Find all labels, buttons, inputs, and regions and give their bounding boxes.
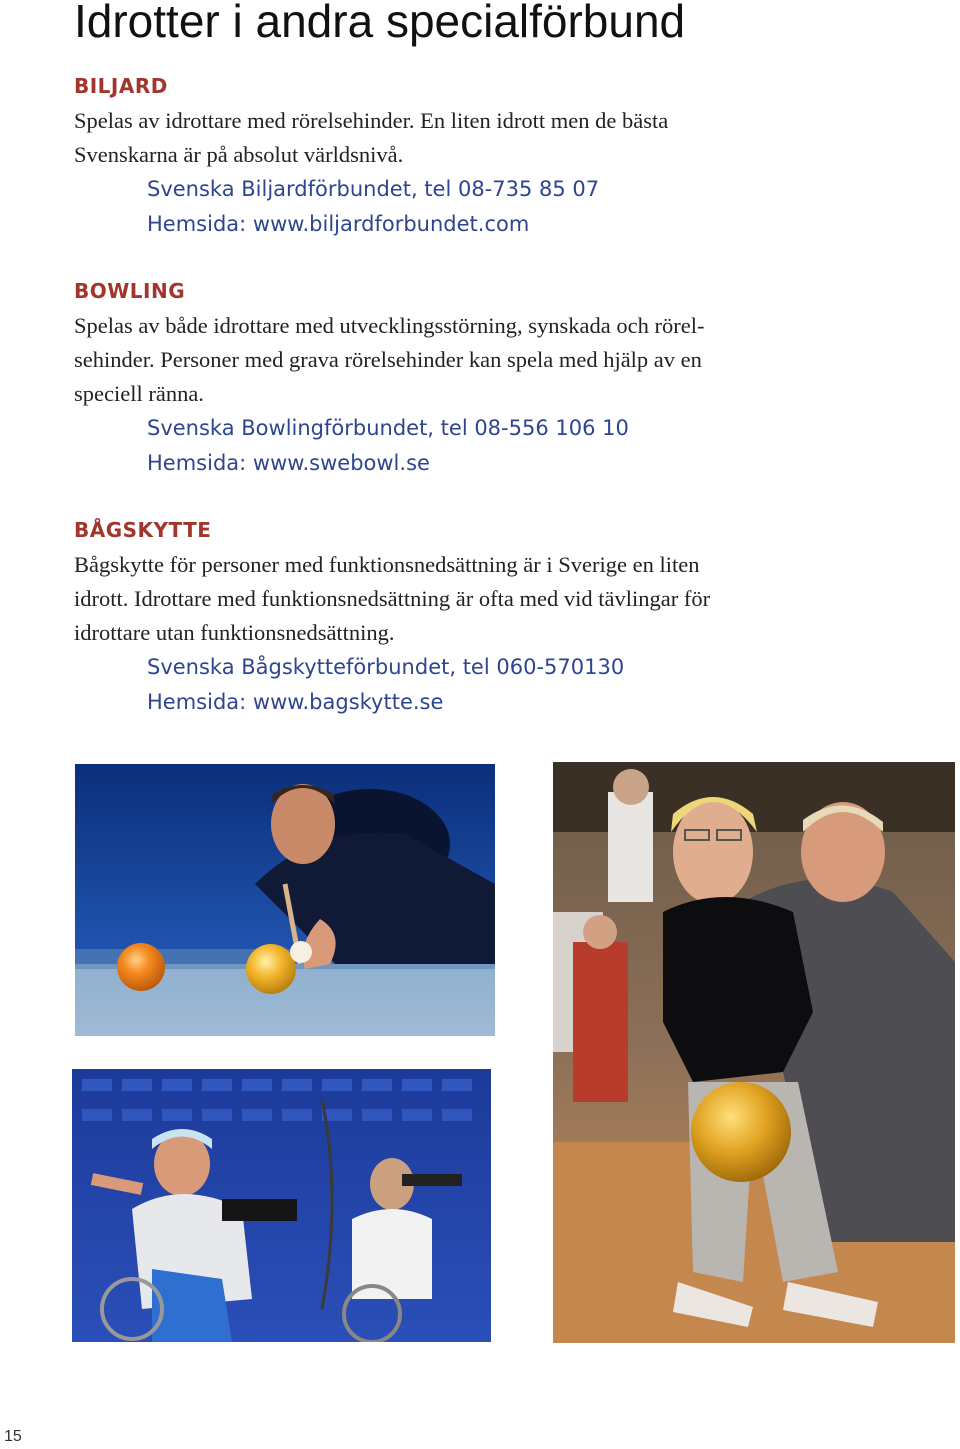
- contact-website[interactable]: Hemsida: www.bagskytte.se: [147, 690, 444, 714]
- orange-ball: [117, 943, 165, 991]
- section-heading: BÅGSKYTTE: [74, 518, 212, 542]
- bowling-illustration: [553, 762, 955, 1343]
- body-line: Bågskytte för personer med funktionsnedsättning är i Sverige en liten: [74, 552, 700, 577]
- body-line: Spelas av både idrottare med utvecklingsstörning, synskada och rörel-: [74, 313, 705, 338]
- archery-photo: [72, 1069, 491, 1342]
- section-bagskytte: [74, 516, 819, 720]
- page-title: Idrotter i andra specialförbund: [74, 0, 686, 47]
- archery-illustration: [72, 1069, 491, 1342]
- yellow-ball: [246, 944, 296, 994]
- body-line: Spelas av idrottare med rörelsehinder. En liten idrott men de bästa: [74, 108, 669, 133]
- contact-phone: Svenska Bowlingförbundet, tel 08-556 106 10: [147, 416, 629, 440]
- section-body: [74, 548, 819, 650]
- billiards-photo: [75, 764, 495, 1036]
- body-line: idrott. Idrottare med funktionsnedsättning är ofta med vid tävlingar för: [74, 586, 711, 611]
- body-line: idrottare utan funktionsnedsättning.: [74, 620, 395, 645]
- section-bowling: [74, 277, 819, 481]
- body-line: sehinder. Personer med grava rörelsehinder kan spela med hjälp av en: [74, 347, 702, 372]
- body-line: speciell ränna.: [74, 381, 204, 406]
- contact-phone: Svenska Biljardförbundet, tel 08-735 85 07: [147, 177, 600, 201]
- billiards-illustration: [75, 764, 495, 1036]
- body-line: Svenskarna är på absolut världsnivå.: [74, 142, 404, 167]
- section-body: [74, 309, 819, 411]
- section-biljard: [74, 72, 819, 242]
- page-number: 15: [4, 1428, 22, 1445]
- section-heading: BOWLING: [74, 279, 186, 303]
- contact-website[interactable]: Hemsida: www.biljardforbundet.com: [147, 212, 530, 236]
- section-heading: BILJARD: [74, 74, 168, 98]
- bowling-ball: [691, 1082, 791, 1182]
- bowling-photo: [553, 762, 955, 1343]
- contact-phone: Svenska Bågskytteförbundet, tel 060-570130: [147, 655, 625, 679]
- section-body: [74, 104, 819, 172]
- contact-website[interactable]: Hemsida: www.swebowl.se: [147, 451, 430, 475]
